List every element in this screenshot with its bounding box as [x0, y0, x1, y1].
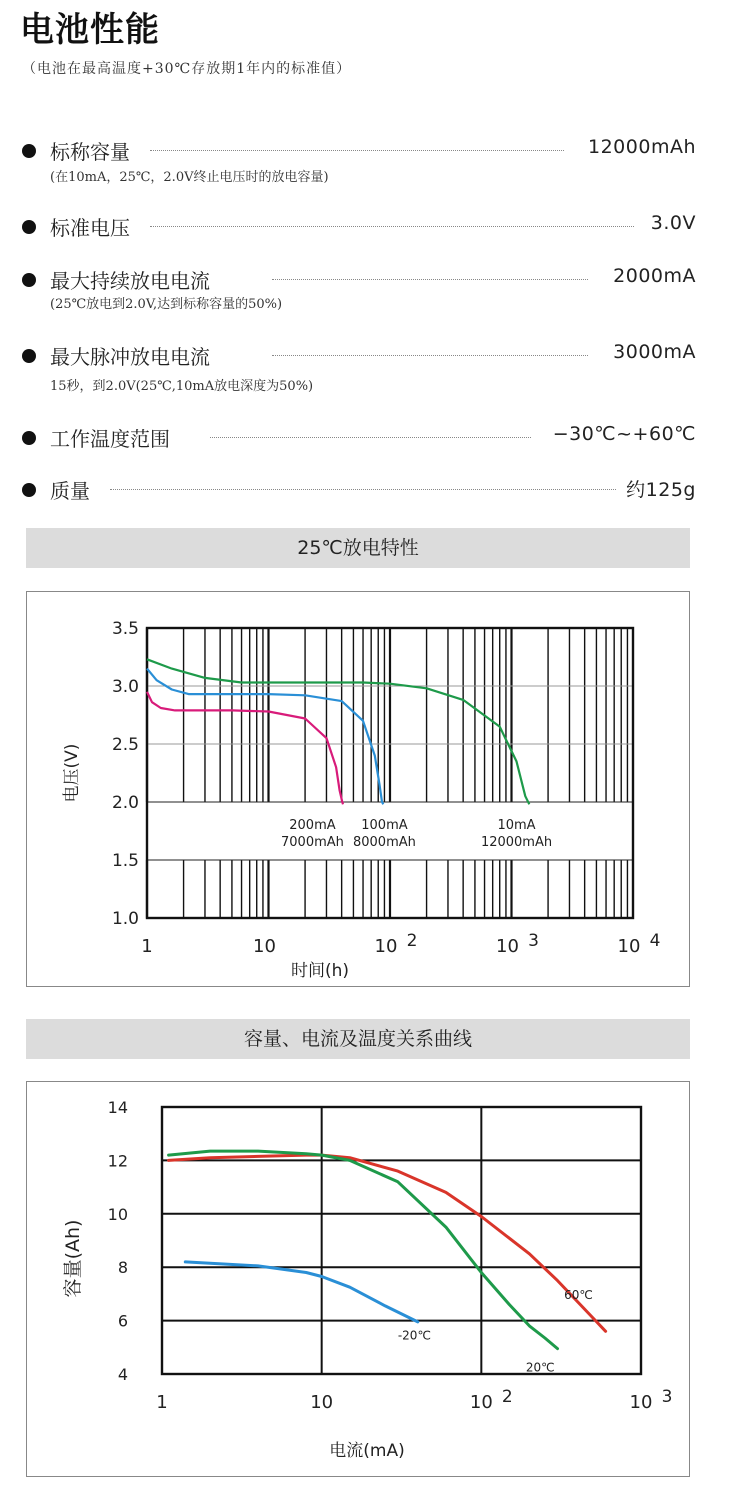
series-line: [185, 1262, 417, 1322]
spec-standard-voltage: [20, 212, 696, 238]
spec-operating-temperature: [20, 423, 696, 449]
y-axis-title: 容量(Ah): [62, 1219, 84, 1298]
y-tick-label: 12: [107, 1151, 128, 1171]
bullet-icon: [22, 220, 36, 234]
y-tick-label: 1.0: [111, 909, 139, 929]
x-tick-exponent: 4: [649, 931, 661, 951]
y-tick-label: 4: [117, 1365, 128, 1384]
bullet-icon: [22, 144, 36, 158]
spec-label: 最大持续放电电流: [50, 269, 210, 293]
spec-label: 质量: [50, 479, 90, 503]
x-tick-label: 10: [253, 936, 276, 957]
series-annotation: 100mA: [361, 818, 408, 833]
x-tick-exponent: 3: [528, 931, 539, 951]
y-axis-title: 电压(V): [62, 743, 82, 803]
series-label: 20℃: [525, 1360, 555, 1375]
capacity-chart: [27, 1082, 689, 1476]
series-annotation: 10mA: [497, 818, 536, 833]
spec-note: (25℃放电到2.0V,达到标称容量的50%): [50, 297, 283, 312]
series-line: [169, 1151, 558, 1349]
bullet-icon: [22, 273, 36, 287]
spec-value: 2000mA: [613, 265, 696, 287]
y-tick-label: 14: [107, 1098, 128, 1117]
page-title: 电池性能: [20, 10, 160, 50]
spec-max-continuous-current: [20, 265, 696, 291]
x-tick-exponent: 3: [661, 1387, 673, 1407]
section-header-discharge: 25℃放电特性: [26, 528, 690, 568]
y-tick-label: 2.0: [111, 793, 139, 813]
dotted-leader: [272, 279, 588, 280]
spec-value: 3000mA: [613, 341, 696, 363]
dotted-leader: [110, 489, 616, 490]
spec-value: 3.0V: [650, 212, 696, 234]
spec-note: 15秒，到2.0V(25℃,10mA放电深度为50%): [50, 379, 314, 394]
series-annotation: 200mA: [289, 818, 336, 833]
spec-note: (在10mA，25℃，2.0V终止电压时的放电容量): [50, 170, 329, 185]
series-label: 60℃: [564, 1288, 593, 1303]
y-tick-label: 1.5: [111, 851, 139, 871]
x-tick-label: 10: [374, 936, 398, 957]
series-line: [147, 692, 343, 805]
x-tick-label: 1: [141, 936, 153, 957]
bullet-icon: [22, 431, 36, 445]
spec-label: 标称容量: [50, 140, 130, 164]
y-tick-label: 3.5: [111, 619, 139, 639]
spec-label: 工作温度范围: [50, 427, 170, 451]
bullet-icon: [22, 483, 36, 497]
dotted-leader: [150, 150, 564, 151]
series-line: [147, 669, 383, 805]
series-label: -20℃: [397, 1328, 431, 1343]
spec-label: 标准电压: [50, 216, 130, 240]
dotted-leader: [272, 355, 588, 356]
spec-mass: [20, 475, 696, 501]
y-tick-label: 10: [107, 1204, 128, 1224]
y-tick-label: 3.0: [111, 677, 139, 697]
dotted-leader: [150, 226, 634, 227]
x-tick-exponent: 2: [501, 1387, 513, 1407]
capacity-chart-frame: [26, 1081, 690, 1477]
y-tick-label: 2.5: [111, 735, 139, 755]
bullet-icon: [22, 349, 36, 363]
y-tick-label: 8: [117, 1258, 128, 1278]
spec-label: 最大脉冲放电电流: [50, 345, 210, 369]
section-header-capacity: 容量、电流及温度关系曲线: [26, 1019, 690, 1059]
x-tick-exponent: 2: [406, 931, 418, 951]
series-annotation: 7000mAh: [281, 835, 344, 850]
spec-value: 约125g: [626, 479, 696, 501]
x-axis-title: 电流(mA): [329, 1441, 405, 1461]
spec-value: −30℃~+60℃: [552, 423, 696, 445]
discharge-chart-frame: [26, 591, 690, 987]
series-line: [169, 1155, 606, 1331]
page-subtitle: （电池在最高温度+30℃存放期1年内的标准值）: [22, 61, 352, 77]
spec-max-pulse-current: [20, 341, 696, 367]
x-tick-label: 1: [156, 1392, 168, 1413]
x-tick-label: 10: [310, 1392, 334, 1413]
spec-nominal-capacity: [20, 136, 696, 162]
x-tick-label: 10: [469, 1392, 493, 1413]
series-annotation: 8000mAh: [352, 835, 416, 850]
discharge-chart: [27, 592, 689, 986]
x-axis-title: 时间(h): [290, 961, 350, 981]
spec-value: 12000mAh: [588, 136, 696, 158]
y-tick-label: 6: [117, 1311, 128, 1331]
x-tick-label: 10: [629, 1392, 653, 1413]
x-tick-label: 10: [617, 936, 641, 957]
x-tick-label: 10: [496, 936, 519, 957]
series-annotation: 12000mAh: [480, 835, 553, 850]
dotted-leader: [210, 437, 531, 438]
